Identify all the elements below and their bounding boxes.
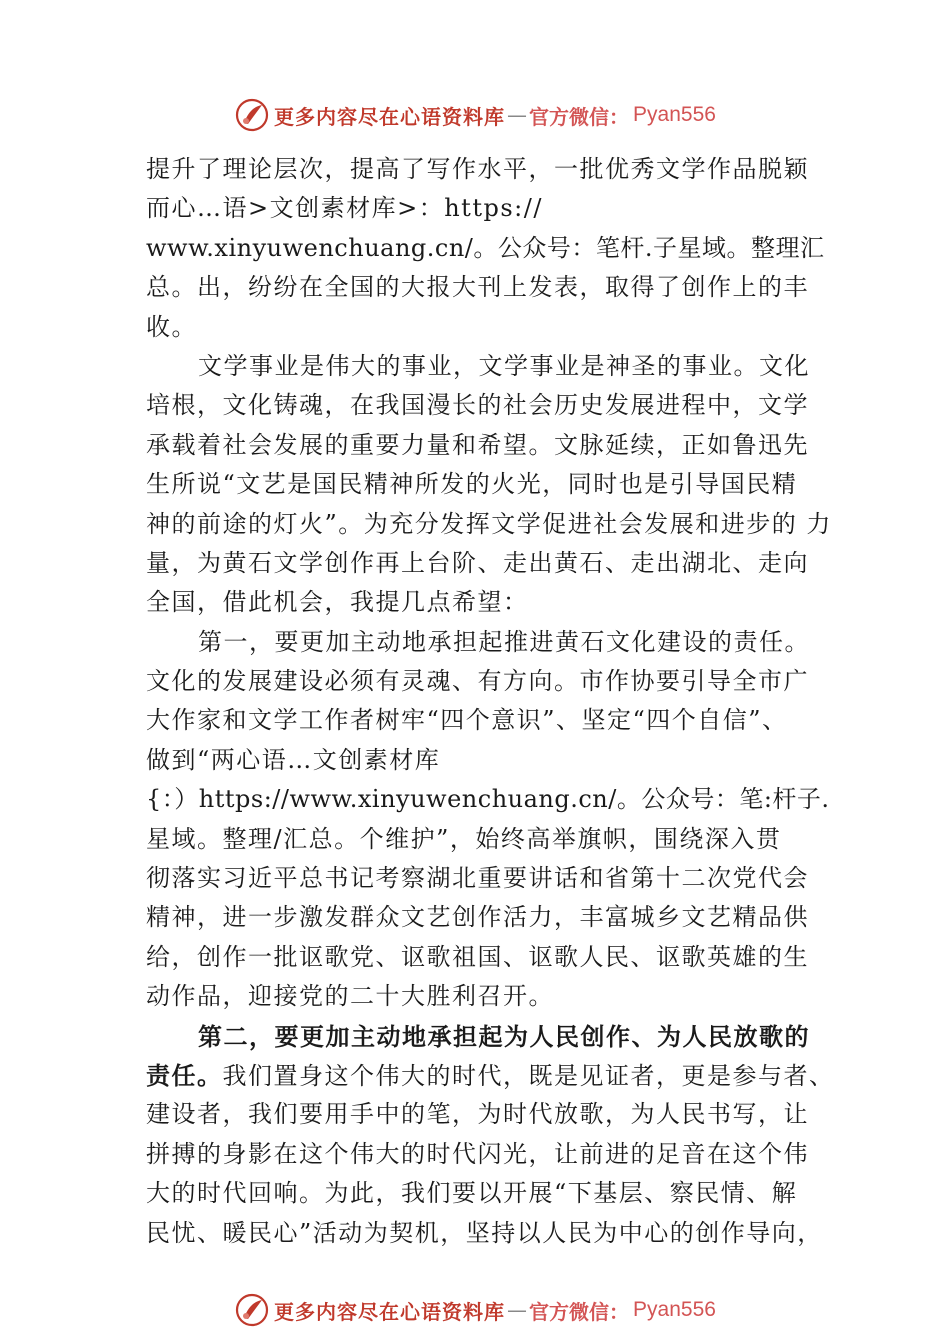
banner-contact: 官方微信： <box>529 104 630 129</box>
banner-handle: Pyan556 <box>633 103 716 126</box>
banner-contact: 官方微信： <box>529 1299 630 1324</box>
text-line: 民忧、暖民心”活动为契机，坚持以人民为中心的创作导向， <box>146 1218 823 1247</box>
text-line: 全国，借此机会，我提几点希望： <box>146 588 529 617</box>
text-line: {：）https://www.xinyuwenchuang.cn/。公众号：笔:杆子. <box>146 785 830 814</box>
banner-text: 更多内容尽在心语资料库 <box>274 104 506 129</box>
text-line: 建设者，我们要用手中的笔，为时代放歌，为人民书写，让 <box>146 1100 809 1129</box>
text-line: 大的时代回响。为此，我们要以开展“下基层、察民情、解 <box>146 1179 798 1208</box>
text-line: 生所说“文艺是国民精神所发的火光，同时也是引导国民精 <box>146 470 798 499</box>
header-banner <box>0 95 950 135</box>
banner-separator: — <box>507 103 528 127</box>
text-line: 文学事业是伟大的事业，文学事业是神圣的事业。文化 <box>198 351 810 380</box>
text-line: 而心…语>文创素材库>：https:// <box>146 194 543 223</box>
text-line: 文化的发展建设必须有灵魂、有方向。市作协要引导全市广 <box>146 667 809 696</box>
text-line: 星域。整理/汇总。个维护”，始终高举旗帜，围绕深入贯 <box>146 824 782 853</box>
text-line: 总。出，纷纷在全国的大报大刊上发表，取得了创作上的丰 <box>146 273 809 302</box>
text-line: 动作品，迎接党的二十大胜利召开。 <box>146 982 554 1011</box>
text-line: 拼搏的身影在这个伟大的时代闪光，让前进的足音在这个伟 <box>146 1139 809 1168</box>
text-line: 提升了理论层次，提高了写作水平，一批优秀文学作品脱颖 <box>146 155 809 183</box>
text-line: 给，创作一批讴歌党、讴歌祖国、讴歌人民、讴歌英雄的生 <box>146 942 809 971</box>
text-line: 神的前途的灯火”。为充分发挥文学促进社会发展和进步的 力 <box>146 509 832 538</box>
document-body <box>146 150 835 1253</box>
footer-banner <box>0 1290 950 1330</box>
text-line: 培根，文化铸魂，在我国漫长的社会历史发展进程中，文学 <box>146 391 809 420</box>
text-line: 彻落实习近平总书记考察湖北重要讲话和省第十二次党代会 <box>146 864 809 893</box>
text-line: 承载着社会发展的重要力量和希望。文脉延续，正如鲁迅先 <box>146 430 809 459</box>
text-span: 我们置身这个伟大的时代，既是见证者，更是参与者、 <box>222 1061 835 1090</box>
text-line: 大作家和文学工作者树牢“四个意识”、坚定“四个自信”、 <box>146 706 788 735</box>
text-line: 收。 <box>146 312 197 341</box>
text-line: 做到“两心语…文创素材库 <box>146 745 441 774</box>
banner-separator: — <box>507 1298 528 1322</box>
section-heading-tail: 责任。 <box>146 1060 223 1090</box>
banner-text: 更多内容尽在心语资料库 <box>274 1299 506 1324</box>
brush-logo-icon <box>234 1292 270 1328</box>
brush-logo-icon <box>234 97 270 133</box>
text-line: 第一，要更加主动地承担起推进黄石文化建设的责任。 <box>198 627 810 656</box>
text-line: www.xinyuwenchuang.cn/。公众号：笔杆.子星域。整理汇 <box>146 233 825 262</box>
text-line: 量，为黄石文学创作再上台阶、走出黄石、走出湖北、走向 <box>146 548 809 577</box>
section-heading-line: 第二，要更加主动地承担起为人民创作、为人民放歌的 <box>198 1021 810 1051</box>
text-line: 精神，进一步激发群众文艺创作活力，丰富城乡文艺精品供 <box>146 903 809 932</box>
text-line-mixed <box>146 1056 835 1095</box>
banner-handle: Pyan556 <box>633 1298 716 1321</box>
